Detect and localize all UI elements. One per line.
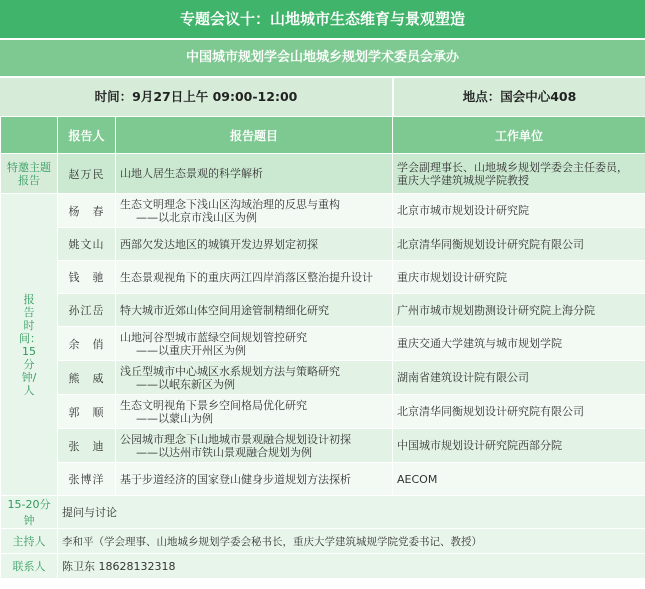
report-row bbox=[1, 361, 645, 395]
report-row bbox=[1, 261, 645, 294]
report-row bbox=[1, 294, 645, 327]
report-topic: 特大城市近郊山体空间用途管制精细化研究 bbox=[116, 294, 393, 327]
report-topic: 基于步道经济的国家登山健身步道规划方法探析 bbox=[116, 463, 393, 496]
guest-org bbox=[393, 154, 645, 194]
report-speaker: 钱 驰 bbox=[58, 261, 116, 294]
report-org: 北京市城市规划设计研究院 bbox=[393, 194, 645, 228]
column-header-speaker: 报告人 bbox=[58, 117, 116, 154]
column-header-blank bbox=[1, 117, 58, 154]
report-row bbox=[1, 327, 645, 361]
report-org: 广州市城市规划勘测设计研究院上海分院 bbox=[393, 294, 645, 327]
report-org: 北京清华同衡规划设计研究院有限公司 bbox=[393, 228, 645, 261]
report-row bbox=[1, 194, 645, 228]
column-header-row bbox=[1, 117, 645, 154]
guest-report-row bbox=[1, 154, 645, 194]
discussion-label: 15-20分钟 bbox=[1, 496, 58, 529]
report-org: 重庆市规划设计研究院 bbox=[393, 261, 645, 294]
contact-text: 陈卫东 18628132318 bbox=[58, 554, 645, 579]
report-topic: 山地河谷型城市蓝绿空间规划管控研究 ——以重庆开州区为例 bbox=[116, 327, 393, 361]
report-speaker: 杨 春 bbox=[58, 194, 116, 228]
report-row bbox=[1, 228, 645, 261]
report-row bbox=[1, 395, 645, 429]
discussion-text: 提问与讨论 bbox=[58, 496, 645, 529]
discussion-row bbox=[1, 496, 645, 529]
organizer-banner: 中国城市规划学会山地城乡规划学术委员会承办 bbox=[0, 40, 645, 76]
report-topic: 生态景观视角下的重庆两江四岸消落区整治提升设计 bbox=[116, 261, 393, 294]
report-topic: 生态文明理念下浅山区沟域治理的反思与重构 ——以北京市浅山区为例 bbox=[116, 194, 393, 228]
time-venue-bar bbox=[0, 78, 645, 116]
host-row bbox=[1, 529, 645, 554]
report-speaker: 孙江岳 bbox=[58, 294, 116, 327]
report-speaker: 姚文山 bbox=[58, 228, 116, 261]
report-section-label: 报告时间：15分钟/人 bbox=[1, 194, 58, 496]
report-topic: 生态文明视角下景乡空间格局优化研究 ——以蒙山为例 bbox=[116, 395, 393, 429]
guest-org-line1: 学会副理事长、山地城乡规划学委会主任委员， bbox=[397, 160, 628, 174]
report-org: AECOM bbox=[393, 463, 645, 496]
session-title: 专题会议十：山地城市生态维育与景观塑造 bbox=[0, 0, 645, 38]
session-time: 时间：9月27日上午 09:00-12:00 bbox=[94, 89, 298, 104]
report-row bbox=[1, 429, 645, 463]
column-header-org: 工作单位 bbox=[393, 117, 645, 154]
report-speaker: 熊 威 bbox=[58, 361, 116, 395]
contact-label: 联系人 bbox=[1, 554, 58, 579]
report-speaker: 余 俏 bbox=[58, 327, 116, 361]
guest-topic: 山地人居生态景观的科学解析 bbox=[116, 154, 393, 194]
report-org: 北京清华同衡规划设计研究院有限公司 bbox=[393, 395, 645, 429]
guest-section-label: 特邀主题报告 bbox=[1, 154, 58, 194]
guest-org-line2: 重庆大学建筑城规学院教授 bbox=[397, 173, 529, 187]
contact-row bbox=[1, 554, 645, 579]
report-org: 湖南省建筑设计院有限公司 bbox=[393, 361, 645, 395]
column-header-topic: 报告题目 bbox=[116, 117, 393, 154]
report-org: 重庆交通大学建筑与城市规划学院 bbox=[393, 327, 645, 361]
host-text: 李和平（学会理事、山地城乡规划学委会秘书长，重庆大学建筑城规学院党委书记、教授） bbox=[58, 529, 645, 554]
guest-speaker: 赵万民 bbox=[58, 154, 116, 194]
schedule-table bbox=[0, 116, 645, 579]
report-speaker: 张博洋 bbox=[58, 463, 116, 496]
report-topic: 公园城市理念下山地城市景观融合规划设计初探 ——以达州市铁山景观融合规划为例 bbox=[116, 429, 393, 463]
report-topic: 浅丘型城市中心城区水系规划方法与策略研究 ——以岷东新区为例 bbox=[116, 361, 393, 395]
report-speaker: 郭 顺 bbox=[58, 395, 116, 429]
report-speaker: 张 迪 bbox=[58, 429, 116, 463]
host-label: 主持人 bbox=[1, 529, 58, 554]
report-row bbox=[1, 463, 645, 496]
report-org: 中国城市规划设计研究院西部分院 bbox=[393, 429, 645, 463]
report-topic: 西部欠发达地区的城镇开发边界划定初探 bbox=[116, 228, 393, 261]
session-venue: 地点：国会中心408 bbox=[462, 89, 577, 104]
